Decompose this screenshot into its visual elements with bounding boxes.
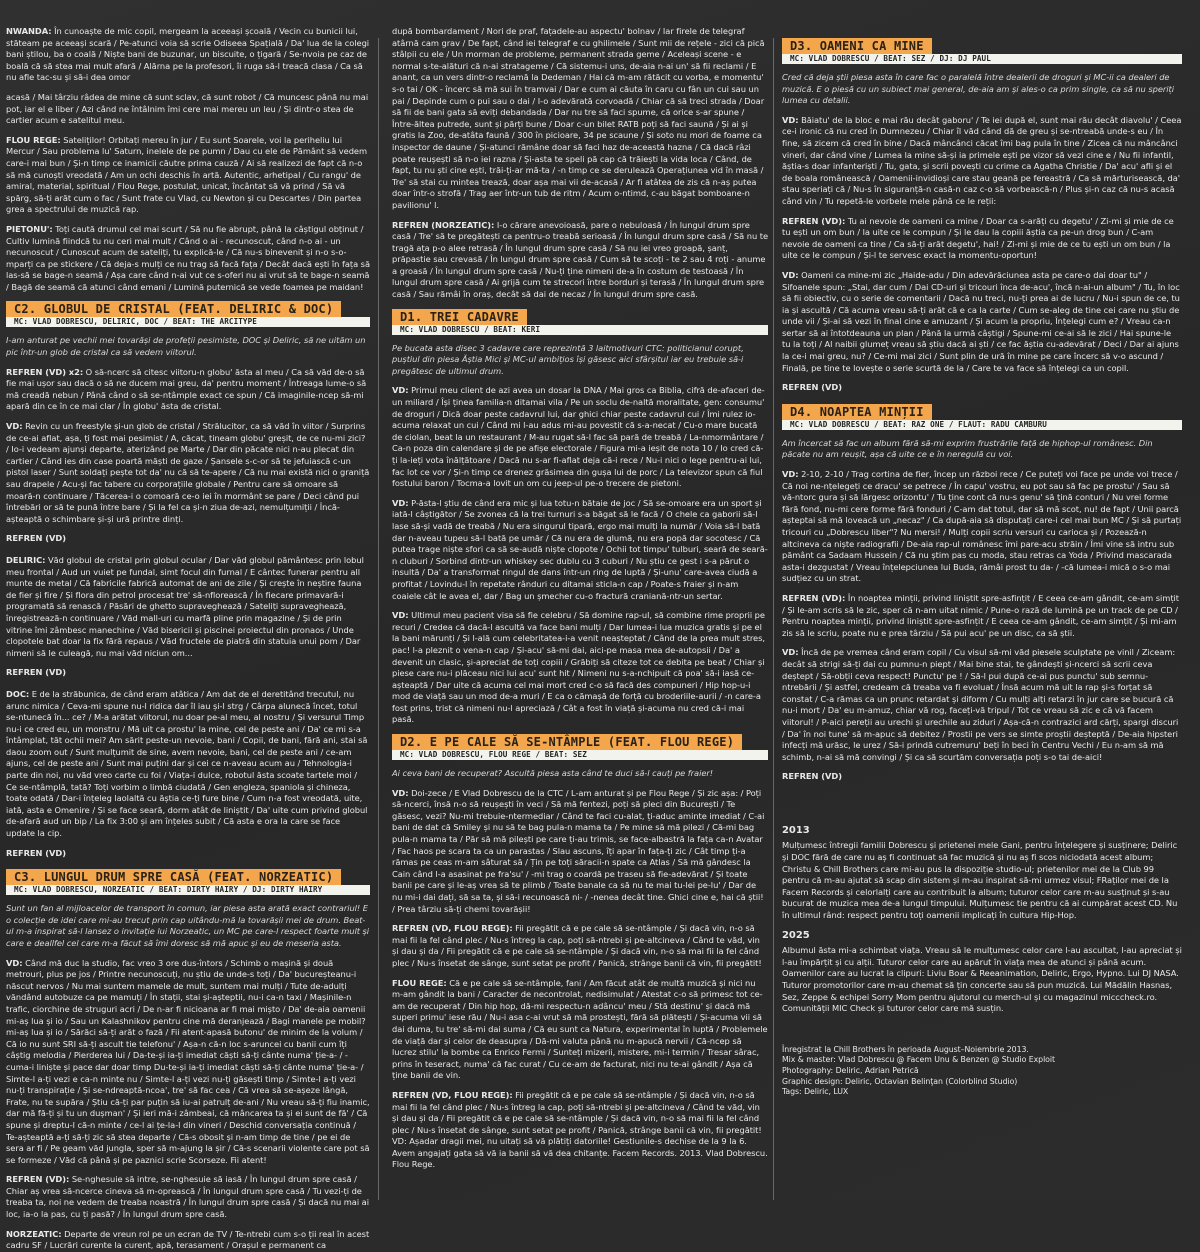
lyrics-column-3: [782, 26, 1182, 1190]
track-credit: MC: VLAD DOBRESCU, DELIRIC, DOC / BEAT: THE ARCITYPE: [6, 317, 370, 327]
refrain-label: REFREN (VD): [6, 667, 66, 678]
track-note: Sunt un fan al mijloacelor de transport în comun, iar piesa asta arată exact contrariul! E o colecție de idei care mi-au trecut prin cap uitându-mă la tovarășii mei de drum. Beat-ul m-a inspirat să-l lansez o invitație lui Norzeatic, un MC pe care-l respect foarte mult și care e deallfel cel care m-a făcut să îmi doresc să mă apuc și eu de meseria asta.: [6, 903, 370, 948]
track-credit: MC: VLAD DOBRESCU / BEAT: SEZ / DJ: DJ PAUL: [782, 54, 1182, 64]
thanks-2025: Albumul ăsta mi-a schimbat viața. Vreau să le mulțumesc celor care l-au ascultat, l-au apreciat și l-au împărțit și cu alții. Tuturor celor care au apărut în viața mea de atunci și până acum. Oamenilor care au lucrat la clipuri: Liviu Boar & Reeanimation, Deliric, Ergo, Hypno. Lui DJ NASA. Tuturor promotorilor care m-au chemat să țin concerte sau să pun muzică. Lui Mădălin Hasnas, Sez, Zeppe & echipei Sorry Mom pentru ajutorul cu merch-ul și cu magazinul micccheck.ro. Comunității MIC Check și tuturor celor care mă susțin.: [782, 945, 1182, 1014]
refrain-label: REFREN (VD): [6, 847, 66, 858]
track-note: Pe bucata asta disec 3 cadavre care reprezintă 3 laitmotivuri CTC: politicianul corupt, puștiul din piesa Ăștia Mici și MC-ul ambițios își găsesc aici sfârșitul iar eu trebuie să-i pregătesc de ultimul drum.: [392, 342, 744, 376]
verse-vd: VD: P-ăsta-l știu de când era mic și lua totu-n bătaie de joc / Să se-omoare era un sport și iată-l câștigător / Se zvonea că la trei turnuri s-a băgat să le facă / O chele ca gaborii să-l lase să-și vadă de treabă / Nu era singurul tipară, ergo mai mulți la număr / Voia să-l bată dar n-aveau tupeu să-l bată pe umăr / Că nu era de glumă, nu era popă dar socotesc / Că putea trage niște sfori ca să se-audă niște clopote / Ochii tot timpu' tulburi, seară de seară-n cluburi / Sorbind dintr-un whiskey sec dublu cu 3 cuburi / Nu știu ce gest i s-a părut o insultă / Da' a transformat ringul de dans într-un ring de luptă / Și-unu' care-avea ciudă a profitat / Lovindu-l în repetate rânduri cu ditamai sticla-n cap / Poate-s fraier și n-am coaiele cât le avea el, dar / Bag un șmecher cu-o fractură craniană-ntr-un sertar.: [392, 497, 768, 601]
refrain: REFREN (VD) x2: O să-ncerc să citesc viitoru-n globu' ăsta al meu / Ca să văd de-o să fie mai ușor sau dacă o să ne ducem mai greu, da' pentru moment / Întreaga lume-o să mă creadă nebun / Până când o să se-ntâmple exact ce spun / Că imaginile-ncep să-mi apară din ce în ce mai clar / În globu' ăsta de cristal.: [6, 366, 367, 412]
credit-photography: Photography: Deliric, Adrian Petrică: [782, 1065, 919, 1075]
verse-vd: VD: Doi-zece / E Vlad Dobrescu de la CTC / L-am anturat și pe Flou Rege / Și zic așa: / Poți să-ncerci, însă n-o să reușești în veci / Să mă fentezi, poți să pleci din București / Te găsesc, vezi? Nu-mi trebuie-ntermediar / Când te faci cu-alat, ți-aduc aminte imediat / C-ai bani de dat că Smiley și nu să te bag pula-n mama ta / Pe mine să mă pilezi / Că-mi bag pula-n mama ta / Păr să mă pilești pe care ți-au trimis, se face-albastră la fața ca-n Avatar / Fac haos pe scara ta ca un parastas / Slau ascuns, îți apar în fața-ți zic / Cât timp ți-a rămas pe ceas m-am sâturat să / Țin pe toți săracii-n spate ca Atlas / Să mă gândesc la Cain când l-a asasinat pe fra'su' / -mi trag o coardă pe traseu să fie-adevărat / Și toate banii pe care și le-aș vrea să te plimb / Toate banale ca să nu te mai tu-lei pe-lu' / Dar de nu mi-i dai dați, să sa ta, și să-i recunoască ni- / -nenea decât tine. Ghici cine e, hai că știi! / Prea târziu să-ți chemi tovarășii!: [392, 787, 765, 914]
refrain: REFREN (VD): Se-nghesuie să intre, se-nghesuie să iasă / În lungul drum spre casă / Chiar aș vrea să-ncerce cineva să m-oprească / În lungul drum spre casă / Tu vezi-ți de treaba ta, noi ne vedem de treaba noastră / În lungul drum spre casă / Și dacă nu mai ai loc, ia-o la pas, cu ți pasă? / În lungul drum spre casă.: [6, 1174, 369, 1220]
track-title: C2. GLOBUL DE CRISTAL (FEAT. DELIRIC & DOC): [6, 301, 341, 317]
thanks-year-2025: 2025: [782, 929, 810, 941]
credit-recording: Înregistrat la Chill Brothers în perioada August–Noiembrie 2013.: [782, 1044, 1029, 1054]
verse-deliric: DELIRIC: Văd globul de cristal prin globul ocular / Dar văd globul pământesc prin lobul meu frontal / Aud un vuiet pe fundal, simt focul din furnal / E cântec funerar pentru all munte de metal / Că fabricile fabrică automat de ani de zile / Și crește în neștire fauna de fier și fire / Și flora din petrol procesat tre' să-nflorească / În fiecare primavară-i programată să renască / Păsări de ghetto supraveghează / Sateliți supraveghează, înregistrează-n continuare / Văd mall-uri cu marfă pline prin magazine / Și de prin vitrine îmi zâmbesc manechine / Văd bisericii și piscinei proiectul din pronaos / Unde clopotele bat doar la fix fără repaus / Văd fructele de piatră din statuia unui pom / Dar nimeni să le culeagă, nu mai văd niciun om...: [6, 554, 364, 658]
spacer: [782, 793, 1182, 819]
track-header-d2: [392, 734, 768, 760]
refrain-label: REFREN (VD): [782, 771, 842, 782]
verse-doc: DOC: E de la străbunica, de când eram atâtica / Am dat de el deretitând trecutul, nu arunc nimica / Ceva-mi spune nu-l ridica dar îl iau și-l strg / Cârpa alunecă încet, totul se-ntunecă în... ce? / M-a arătat viitorul, nu doar pe-al meu, al nostru / Și versurul Timp nu-i ce cred eu, un monstru / Mă uit ca prostu' la mine, cel de peste ani / Da' ce mi s-a întâmplat, tăt ochii mei? Am sărit peste-un nevoie, bani / Copii, de bani, fără ani, stai să daou zoom out / Sunt mulțumit de sine, avem nevoie, bani, cel de peste ani / ce-am ajuns, cel de peste ani / Sunt mai puțini dar și cei ce n-aveau acum au / Tehnologia-i parte din noi, nu văd vreo carte cu foi / Viața-i dulce, robotul ăsta scoate tartele moi / Ce se-ntâmplă, tată? Toți vorbim o limbă ciudată / Gen engleza, spaniola și chineza, toate odată / Dar-i înțeleg laolaltă cu ăștia ce-ți fure bine / Cum n-a fost vreodată, uite, iată, asta e Omenire / Și se face seară, dorm atât de liniștit / Da' uite cum privind globul de-afară aud un bip / La fix 3:00 și am înțeles subit / Că asta e ora la care se face update la cip.: [6, 688, 368, 839]
track-credit: MC: VLAD DOBRESCU, NORZEATIC / BEAT: DIRTY HAIRY / DJ: DIRTY HAIRY: [6, 885, 370, 895]
refrain: REFREN (VD): În noaptea minții, privind liniștit spre-asfințit / E ceea ce-am gândit, ce-am simțit / Și le-am scris să le zic, sper că n-am uitat nimic / Pune-o rază de lumină pe un track de pe CD / Pentru noaptea minții, privind liniștit spre-asfințit / E ceea ce-am gândit, ce-am simțit / Și mi-am zis să le scriu, poate nu e prea târziu / Să pui acu' pe un disc, ca să știi.: [782, 592, 1179, 638]
lyrics-column-2: [392, 26, 768, 1190]
refrain-label: REFREN (VD): [782, 382, 842, 393]
credit-tags: Tags: Deliric, LUX: [782, 1087, 849, 1097]
refrain: REFREN (VD, FLOU REGE): Fii pregătit că e pe cale să se-ntâmple / Și dacă vin, n-o să mai fii la fel când plec / Nu-s întreg la cap, poți să-ntrebi și pe-altcineva / Când te văd, vin și dau și da / Fii pregătit că e pe cale să se-ntâmple / Și dacă vin, n-o să mai fii la fel când plec / Nu-s însetat de sânge, sunt setat pe profit / Panică, strânge banii că vin, fii pregătit!: [392, 923, 762, 968]
track-note: Am încercat să fac un album fără să-mi exprim frustrările față de hiphop-ul românesc. Din păcate nu am reușit, așa că uite ce e în neregulă cu voi.: [782, 437, 1153, 460]
track-title: D2. E PE CALE SĂ SE-NTÂMPLE (FEAT. FLOU REGE): [392, 734, 742, 750]
lyrics-column-1: [6, 26, 370, 1251]
track-header-d4: [782, 404, 1182, 430]
track-credit: MC: VLAD DOBRESCU / BEAT: KERI: [392, 325, 768, 335]
column-separator: [773, 38, 774, 1200]
verse-nwanda-end: acasă / Mai târziu râdea de mine că sunt sclav, că sunt robot / Că muncesc până nu mai pot, iar el e liber / Azi când ne întâlnim îmi cere mai mereu un leu / Și dintr-o stea de cartier acum e satelitul meu.: [6, 91, 369, 126]
verse-vd: VD: Când mă duc la studio, fac vreo 3 ore dus-întors / Schimb o mașină și două metrouri, plus pe jos / Printre necunoscuți, nu știu de unde-s toți / Da' bucureșteanu-i născut nervos / Nu mai suntem mamele de mult, suntem mai mulți / Tute de-adulți văndând autobuze ca pe mamuți / În stații, stai și-așteptii, nu-i ca-n taxi / Mașinile-n trafic, ciorchine de struguri acri / De n-ar fi nicioana ar fi mai mișto / Da' de-aia oamenii mi-aș lua și io / Sau un Kalashnikov pentru cine mă deranjează / Bagi manele pe mobil? mi-aș lua și io / Sărăci să-ți arăt o fază / Fii atent-apasă butonu' de minim de la volum / Că io nu sunt SRI să-ți ascult tie telefonu' / Așa-n că-n loc s-aruncei cu banii cum îți câștig melodia / Pierderea lui / Da-te-și ia-ți imediat căști să-ți cânte numa' ție-a- / -cuma-i liniște și pace dar doar timp Du-te-și ia-ți imediat căști să-ți cânte numa' ție-a- / Simte-l a-ți vezi e ca-n minte nu / Simte-l a-ți vezi nu-ți găsești timp / Simte-l a-ți vezi nu-ți transpirație / Și se-ndreaptă-ncoa', tre' să fac cea / Că vrea să se-așeze lângă, Frate, nu te supăra / Știu că-ți par puțin să iu-ai patrulț de-ani / Nu vreau să-ți fiu inamic, dar mă fă-ți și tu un dușman' / Și ieri mă-i zâmbeai, că mâncarea ta și ei sunt de fă' / Că spune și dreptu-l că-n minte / ce-l ai țe-la-l din vineri / Deschid conversația continuă / Te-așteaptă a-ți să-ți zic să stea departe / Că-s obosit și n-am timp de tine / pe ei de sera ar fi / Pe geam văd jungla, sper să m-ajung la șir / Că-s scenarii violente care pot să se formeze / Văd că până și pe paznici scrie Scorseze. Fii atent!: [6, 957, 370, 1165]
verse-nwanda: NWANDA: În cunoaște de mic copil, mergeam la aceeași școală / Vecin cu bunicii lui, stăteam pe aceeași scară / Pe-atunci voia să scrie Odiseea Spațială / Da' lua de la colegi bani știlou, ba o coală / Niște bani de buzunar, un biscuite, o țigară / Se-nvoia pe caz de boală că să stea mai mult afară / Alărna pe la profesori, îi ruga să-l treacă clasa / Ca să nu afle tac-su și să-i dea omor: [6, 26, 370, 83]
verse-vd: VD: Revin cu un freestyle și-un glob de cristal / Strălucitor, ca să văd în viitor / Surprins de ce-ai aflat, așa, ți fost mai pesimist / A, căcat, tineam globu' greșit, de ce nu-mi zici? / Io-i vedeam ajunși departe, aterizând pe Marte / Dar din păcate nici n-au plecat din cartier / Când ies din case poartă măști de gaze / Șansele s-c-or să te jefuiască c-un pistol laser / Sunt soldați pește tot da' nu că să te-apere / Că nu mai există nici o graniță sau drapele / Acu-și fac tabere cu corporațiile globale / Pentru care să omoare să moară-n continuare / Tăcerea-i o comoară ce-o iei în mormânt se pare / Deci când pui întrebări or să te pună între bare / Și la fel ca și-n ziua de-azi, nemulțumiții / Încă-așteaptă o schimbare și-și ură printre dinți.: [6, 421, 370, 524]
verse-pietonu: PIETONU': Toți caută drumul cel mai scurt / Să nu fie abrupt, până la câștigul obținut / Cultiv lumină fiindcă tu nu ceri mai mult / Când o ai - recunoscut, când n-o ai - un necunoscut / Cunoscut acum de sateliți, tu explică-le / Că nu-s binevenit și n-o s-o-mparți ca pe stickere / Că deja-s mulți ce nu trag să facă fața / Decât dacă ești în fața să las-să se bage-n seamă / Așa care când n-ai vut ce s-oferi nu ai vrut să te bage-n seamă / Bagă de seamă că atunci când emani / Lumină puternică se vede foamea pe maidan!: [6, 223, 370, 292]
track-note: I-am anturat pe vechii mei tovarăși de profeții pesimiste, DOC și Deliric, să ne uităm un pic într-un glob de cristal ca să vedem viitorul.: [6, 335, 366, 358]
track-title: C3. LUNGUL DRUM SPRE CASĂ (FEAT. NORZEATIC): [6, 869, 341, 885]
column-separator: [378, 38, 379, 1200]
track-title: D3. OAMENI CA MINE: [782, 38, 932, 54]
verse-vd: VD: 2-10, 2-10 / Trag cortina de fier, încep un război rece / Ce puteți voi face pe unde voi trece / Că noi ne-nțelegeți ce dracu' se petrece / În capu' vostru, eu pot sau să fac pe prostu' / Sau să vă-ntorc gura și să lărgesc orizontu' / Tu ține cont că nu-s genu' să țină conturi / Nu vrei forme fără fond, nu-mi cere forme fără fonduri / C-am dat totul, dar să mă scot, nu! de fapt / Unii parcă așteptai să mă loveacă un „necaz" / Ca după-aia să disputați care-i cel mai bun MC / Și să purtați tricouri cu „Dobrescu liber"? Nu mersi! / Mulți copii scriu versuri cu carioca și / Pozează-n altcineva ca niște radiografii / De-aia rap-ul românesc îmi pare-acu străin / Îmi vine să intru sub pământ ca Sadaam Hussein / Că nu știm pas cu moda, stau retras ca Yoda / Privind mascarada asta-i dezgustat / Vreau înțelepciunea lui Buda, rămâi prost tu da- / -că lumea-i mică o s-o mai sudțiez cu un strat.: [782, 469, 1182, 584]
credit-mix-master: Mix & master: Vlad Dobrescu @ Facem Unu & Benzen @ Studio Exploit: [782, 1055, 1056, 1065]
verse-norzeatic-cont: după bombardament / Nori de praf, fațadele-au aspectu' bolnav / Iar firele de telegraf atârnă cam grav / De fapt, când iei telegraf e cu ghilimele / Sunt mii de rețele - zici că pică stâlpii cu ele / Un morman de probleme, permanent strada geme / Aceleași scene - e normal s-te-alături că n-ai stratageme / Că sistemu-i uns, de-aia n-ai un' să fii reclami / E anant, ca un vers dintr-o reclamă la Dedeman / Hai că m-am rătăcit cu vorba, e momentu' s-o tai / OK - încerc să mă sui în tramvai / Dar e cum ai căuta în caru cu fân un cui sau un pai / Depinde cum o pui sau o dai / I-o adevărată corvoadă / Chiar că să treci strada / Doar să fii de bani gata să eviți debandada / Dar nu tre să faci spume, că orice s-ar spune / Între-ăltea putrede, sunt și părți bune / Doar c-un bilet RATB poți să faci saună / Și ai și gratis la Zoo, de-atâta faună / 300 în picioare, 34 pe scaune / Și soto nu mori de foame ca inspector de daune / Și-atunci rămâne doar să faci haz de-această hazna / Că dacă râzi poate reușești să n-o iei razna / Și-asta te speli pă cap că trăiești la vida loca / Când, de fapt, tu nu ști cine ești, trăi-ți-ar mă-ta / -n timp ce se derulează Operațiunea vid în masă / Tre' să stai cu mintea trează, doar așa mai vii de-acasă / Ar fi atâtea de zis că n-aș putea doar într-o strofă / Trag aer într-un tub de ritm / Acum o-ntimd, c-au băgat bomboane-n pavilionu' l.: [392, 26, 765, 210]
verse-flou-rege: FLOU REGE: Sateliților! Orbitați mereu în jur / Eu sunt Soarele, voi la periheliu lui Mercur / Sau problema lu' Saturn, inelele de pe pumn / Dau cu ele de Pământ să vedem care-i mai bun / Și-n timp ce inamicii căutre prima cauză / Ai să realizezi de fapt că n-o să mă cunoști vreodată / Am un ochi deschis în artă. Autentic, arhetipal / Cu rangu' de amiral, material, spiritual / Flou Rege, postulat, unicat, încântat să vă prind / Să vă spărg, să-ți arăt cum o fac / Sunt frate cu Vlad, cu Newton și cu Descartes / Din partea grea a spectrului de muzică rap.: [6, 134, 368, 215]
credit-graphic-design: Graphic design: Deliric, Octavian Belinţan (Colorblind Studio): [782, 1076, 1018, 1086]
refrain: REFREN (NORZEATIC): I-o cărare anevoioasă, pare o nebuloasă / În lungul drum spre casă / Tre' să te pregătești ca pentru-o treabă serioasă / În lungul drum spre casă / Să nu te tragă ața p-o alee retrasă / În lungul drum spre casă / Să nu iei vreo groapă, șanț, prăpastie sau crevasă / În lungul drum spre casă / Cum să te scoți - te 2 sau 4 roți - anume a groasă / În lungul drum spre casă / Nu-ți ține nimeni de-a în costum de testoasă / În lungul drum spre casă / Ai grijă cum te strecori între borduri și terasă / În lungul drum spre casă / Sau rămâi în oraș, decât să dai de necaz / În lungul drum spre casă.: [392, 219, 768, 300]
verse-vd: VD: Băiatu' de la bloc e mai rău decât gaboru' / Te iei după el, sunt mai rău decât diavolu' / Ceea ce-i ironic că nu cred în Dumnezeu / Chiar îl văd când dă de greu și se-ntreabă unde-s eu / În fine, să zicem că cred în bine / Dacă mâncânci căcat îmi bag pula în tine / Zicea că nu mâncânci vineri, dar când vine / Lumea la mine să-și ia primele ești pe vizor să vezi cine e / Nu fii infantil, ăștia-s doar infanteriști / Tu, gata, și scrii povești cu crime ca Agatha Christie / Da' acu' afli și el de boala românească / Oamenii-invidioși care stau geană pe fereastră / Ca să mărturisească, da' stau speriați că / Nu-s în siguranță-n casă-n caz c-o să vorbească-n / Plus și-n caz că nu-s acasă când vin / Tu repetă-le vorbele mele până ce le reții:: [782, 114, 1182, 206]
refrain: REFREN (VD, FLOU REGE): Fii pregătit că e pe cale să se-ntâmple / Și dacă vin, n-o să mai fii la fel când plec / Nu-s întreg la cap, poți să-ntrebi și pe-altcineva / Când te văd, vin și dau și da / Fii pregătit că e pe cale să se-ntâmple / Și dacă vin, n-o să mai fii la fel când plec / Nu-s însetat de sânge, sunt setat pe profit / Panică, strânge banii că vin, fii pregătit! VD: Așadar dragii mei, nu uitați să vă plătiți datoriile! Gestiunile-s dechise de la 9 la 6. Avem angajați gata să vă ia banii să vă dea chitanțe. Facem Records. 2013. Vlad Dobrescu. Flou Rege.: [392, 1089, 768, 1170]
verse-vd: VD: Oameni ca mine-mi zic „Haide-adu / Din adevărăciunea asta pe care-o dai doar tu" / Sifoanele spun: „Stai, dar cum / Dai CD-uri și tricouri înca de-acu', încă n-ai-un album" / Tu, în loc să fii obiectiv, cu o serie de comentarii / Dacă nu treci, nu-ți prea ai de lucru / Nu-i spun de ce, tu ia și ascultă / Că acuma vreau să-ți arăt că e ca la carte / Cum se-aleg de tine cei care nu știu de unde vii / Și-ai să vezi în final cine e amuzant / Și acum la propriu, Înțelegi cum e? / Vreau ca-n sertar să ai întotdeauna un plan / Până la urmă câștigi / Spune-mi ce-ai să le zici / Hai spune-le tu la toți / Al naibii glumeț vreau să știu dacă ai ști / ce fac ăștia cu-adevărat / Deci / Dar ai ajuns la ce-i mai greu, nu? / Ce-mi mai zici / Sunt plin de ură în mine pe care încerc să v-o ascund / Finală, pe tine te lovește o serie scurtă de la / Care te va face să înțelegi ca un copil.: [782, 269, 1180, 373]
track-note: Cred că deja știi piesa asta în care fac o paralelă între dealerii de droguri și MC-ii ca dealeri de muzică. E o piesă cu un subiect mai general, de-aia am și ales-o ca prim single, ca să nu speriți lumea cu detalii.: [782, 72, 1174, 106]
track-title: D4. NOAPTEA MINȚII: [782, 404, 932, 420]
track-header-d1: [392, 309, 768, 335]
refrain: REFREN (VD): Tu ai nevoie de oameni ca mine / Doar ca s-arăți cu degetu' / Zi-mi și mie de ce tu ești un om bun / la uite ce le compun / Și le dau la copiii ăștia ca pe-un drog bun / C-am nevoie de oameni ca tine / Ca să-ți arăt degetu', hai! / Zi-mi și mie de ce tu ești un om bun / la uite ce le compun / Și-l te servesc exact la momentu-oportun!: [782, 215, 1174, 261]
verse-flou-rege: FLOU REGE: Că e pe cale să se-ntâmple, fani / Am făcut atât de multă muzică și nici nu m-am gândit la bani / Caracter de necontrolat, nedisimulat / Atestat c-o să primesc tot ce-am de recuperat / Din hip hop, dă-mi respectu-n adâncu' meu / Stă destinu' și dacă mă superi primu' iese rău / Nu-i asa c-ai vrut să mă prostești, fără să plătești / Și-acuma vii să dai duma, tu tre' să-mi dai suma / Că eu sunt ca Natura, experimental în luptă / Problemele de viață dar și celor de deasupra / Dă-mi valuta până nu m-apucă nervii / Că-ncep să lucrez stilu' la bombe ca Enrico Fermi / Sunteți mizerii, mistere, mi-i termin / Tresar sârac, prins în teseract, numa' că fac curat / Cu ce-am de facturat, nici nu te-ai gândit / Așa că ține banii de vin.: [392, 977, 768, 1081]
refrain-label: REFREN (VD): [6, 533, 66, 544]
verse-norzeatic: NORZEATIC: Departe de vreun rol pe un ecran de TV / Te-ntrebi cum s-o ții real în acest cadru SF / Lucrări curente la curent, apă, terasament / Orașul e permanent ca: [6, 1228, 370, 1251]
thanks-year-2013: 2013: [782, 824, 810, 836]
track-header-c2: [6, 301, 370, 327]
verse-vd: VD: Primul meu client de azi avea un dosar la DNA / Mai gros ca Biblia, cifră de-afaceri de-un miliard / Își ținea familia-n ditamai vila / Pe un soclu de-naltă moralitate, gen: consumu' de droguri / Dică doar peste cadavrul lui, dar ghici chiar peste cadavrul cui / Îmi rulez io-acuma relaxat un cui / Când mi l-au adus mi-au povestit că s-a-necat / Cu-o mare bucată de ciolan, beat la un restaurant / M-au rugat să-l fac să pară de treabă / La-nmormântare / Ca-n poza din calendare și de pe afișe electorale / Figura mi-a ieșit de nota 10 / Io cred că-ți la-ieți votа înălțătoare / Dacă nu s-ar fi-aflat deja că-i rece / Nu-i nici o lege pentru-ai lui, fac lot ce vor / Și-n timp ce drenez grăsimea din gușa lui de porc / La televizor spun că fiul fostului baron / Tocma-a lovit un om cu jeep-ul pe-o trecere de pietoni.: [392, 385, 765, 489]
track-note: Ai ceva bani de recuperat? Ascultă piesa asta când te duci să-l cauți pe fraier!: [392, 768, 714, 779]
track-header-d3: [782, 38, 1182, 64]
verse-vd: VD: Ultimul meu pacient visa să fie celebru / Să domine rap-ul, să combine rime proprii pe recuri / Credea că dacă-l ascultă va face bani mulți / Dar lumea-i lua muzica gratis și pe el la bani mărunți / Și l-ală cum celebritatea-i-a venit neașteptat / Când de la prea mult stres, pac! l-a pleznit o vena-n cap / Și-acu' să-mi dai, aici-pe masa mea de-autopsii / Da' a devenit un clasic, și-apreciat de toți copiii / Grăbiți să citeze tot ce debita pe beat / Chiar și piese care nu-i plăceau nici lui acu' sunt hit / Nimeni nu s-a-nchipuit că poa' să-i iasă ce-așteaptă / Dar uite că acuma cel mai mort cred c-o să facă des compuneri / Hip hop-u-i mod de viață sau un mod de-a muri / E ca o cămașă de forță cu broderiile-aurii / -n care-a fost prins, trist că nimeni nu-l apreciază / Cât a fost în viață și-acuma nu cred că-i mai pasă.: [392, 610, 765, 725]
track-credit: MC: VLAD DOBRESCU, FLOU REGE / BEAT: SEZ: [392, 750, 768, 760]
track-header-c3: [6, 869, 370, 895]
track-credit: MC: VLAD DOBRESCU / BEAT: RAZ ONE / FLAUT: RADU CAMBURU: [782, 420, 1182, 430]
thanks-2013: Mulțumesc întregii familii Dobrescu și prietenei mele Gani, pentru înțelegere și susținere; Deliric și DOC fără de care nu aș fi continuat să fac muzică și nu aș fi scos niciodată acest album; Christu & Chill Brothers care mi-au pus la dispoziție studio-ul; prietenilor mei de la Club 99 pentru că m-au ajutat să scap din sistem și m-au inspirat să-mi urmez visul; FRaților mei de la Facem Records și celorlalți care au contribuit la album; tuturor celor care m-au susținut și s-au bucurat de muzica mea de-a lungul timpului. Mulțumesc tie pentru că ai cumpărat acest CD. Nu în ultimul rând: respect pentru toți oamenii implicați în cultura Hip-Hop.: [782, 840, 1178, 921]
verse-vd: VD: Încă de pe vremea când eram copil / Cu visul să-mi văd piesele sculptate pe vinil / Ziceam: decât să strigi să-ți dai cu pumnu-n piept / Mai bine stai, te gândești și-ncerci să scrii ceva deștept / Să-obții ceva respect! Punctu' pe ! / Să-l pui după ce-ai pus punctu' sub semnu-ntrebării / Și astfel, credeam că treaba va fi evoluat / Însă acum mă uit la rap și-s forțat să constat / C-a rămas ca un prunc retardat și diform / Cu mulți alți retarzi în jur care se bucură că nu-i mort / Da' eu m-amuz, chiar vă rog, faceți-vă tripul / Tot ce vreau să zic e că vă facem viitorul! / P-aici pereții au urechi și urechile au ziduri / Așa-că-n contrazici ard cărți, spargi discuri / Da' în noi tune' să m-apuc să debitez / Prostii pe vers se simte proștii deșteptă / De-aia hipsteri infecți mă urăsc, le urez / Să-i prindă cutremuru' beți în beci în Centru Vechi / Eu n-am să mă schimb, n-ai să mă convingi / Și ca să scurtăm conversația poți s-o tai de-aici!: [782, 647, 1179, 762]
track-title: D1. TREI CADAVRE: [392, 309, 527, 325]
album-credits: [782, 1045, 1182, 1098]
